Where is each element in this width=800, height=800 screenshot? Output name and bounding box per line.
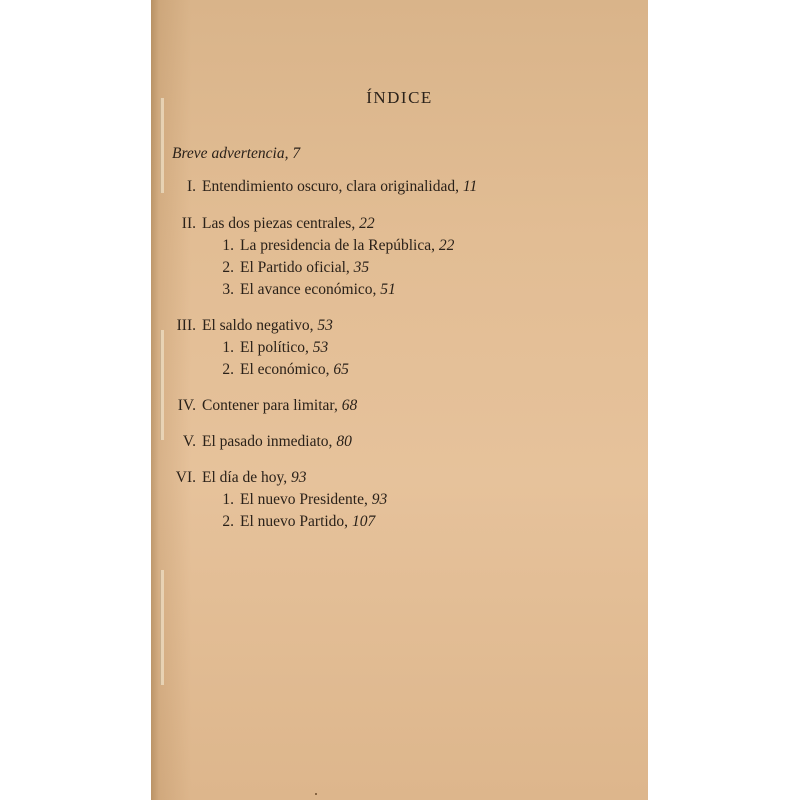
entry-title: El nuevo Presidente, <box>240 491 368 508</box>
page-number: 53 <box>312 339 329 356</box>
entry-title: Las dos piezas centrales, <box>202 215 356 232</box>
page-number: 35 <box>353 259 370 276</box>
section-number: 1. <box>222 491 234 508</box>
page-number: 107 <box>351 513 376 530</box>
entry-title: El político, <box>240 339 309 356</box>
toc-entry-chapter-4 <box>148 397 357 415</box>
toc-entry-section <box>220 281 396 299</box>
entry-title: Breve advertencia, <box>172 145 289 162</box>
toc-entry-chapter-3 <box>148 317 333 335</box>
toc-entry-section <box>220 339 328 357</box>
chapter-number: IV. <box>177 397 196 414</box>
toc-entry-chapter-5 <box>148 433 352 451</box>
chapter-number: VI. <box>175 469 196 486</box>
entry-title: El económico, <box>240 361 330 378</box>
chapter-number: V. <box>182 433 196 450</box>
entry-title: El día de hoy, <box>202 469 288 486</box>
toc-entry-section <box>220 237 454 255</box>
page-number: 80 <box>336 433 352 450</box>
section-number: 1. <box>222 237 234 254</box>
toc-entry-preface <box>172 145 300 163</box>
page-number: 53 <box>317 317 333 334</box>
entry-title: La presidencia de la República, <box>240 237 435 254</box>
book-page <box>151 0 648 800</box>
page-number: 11 <box>462 178 478 195</box>
toc-entry-section <box>220 491 387 509</box>
page-number: 93 <box>290 469 307 486</box>
entry-title: El avance económico, <box>240 281 377 298</box>
page-number: 68 <box>341 397 358 414</box>
section-number: 2. <box>222 513 234 530</box>
toc-entry-chapter-2 <box>148 215 375 233</box>
entry-title: El saldo negativo, <box>202 317 314 334</box>
toc-entry-section <box>220 361 349 379</box>
section-number: 2. <box>222 361 234 378</box>
entry-title: Contener para limitar, <box>202 397 338 414</box>
binding-stitch <box>160 570 164 685</box>
entry-title: Entendimiento oscuro, clara originalidad, <box>202 178 459 195</box>
toc-entry-chapter-1 <box>148 178 477 196</box>
page-number: 7 <box>292 145 301 162</box>
entry-title: El pasado inmediato, <box>202 433 333 450</box>
section-number: 3. <box>222 281 234 298</box>
page-number: 22 <box>359 215 375 232</box>
page-number: 51 <box>380 281 396 298</box>
section-number: 2. <box>222 259 234 276</box>
binding-stitch <box>160 330 164 440</box>
toc-entry-section <box>220 513 375 531</box>
section-number: 1. <box>222 339 234 356</box>
chapter-number: III. <box>176 317 196 334</box>
page-title: ÍNDICE <box>366 88 433 107</box>
entry-title: El Partido oficial, <box>240 259 350 276</box>
toc-entry-chapter-6 <box>148 469 306 487</box>
paper-speck <box>315 793 317 795</box>
chapter-number: I. <box>186 178 196 195</box>
toc-entry-section <box>220 259 369 277</box>
page-number: 65 <box>333 361 349 378</box>
page-number: 22 <box>438 237 455 254</box>
page-number: 93 <box>371 491 388 508</box>
chapter-number: II. <box>181 215 196 232</box>
entry-title: El nuevo Partido, <box>240 513 349 530</box>
